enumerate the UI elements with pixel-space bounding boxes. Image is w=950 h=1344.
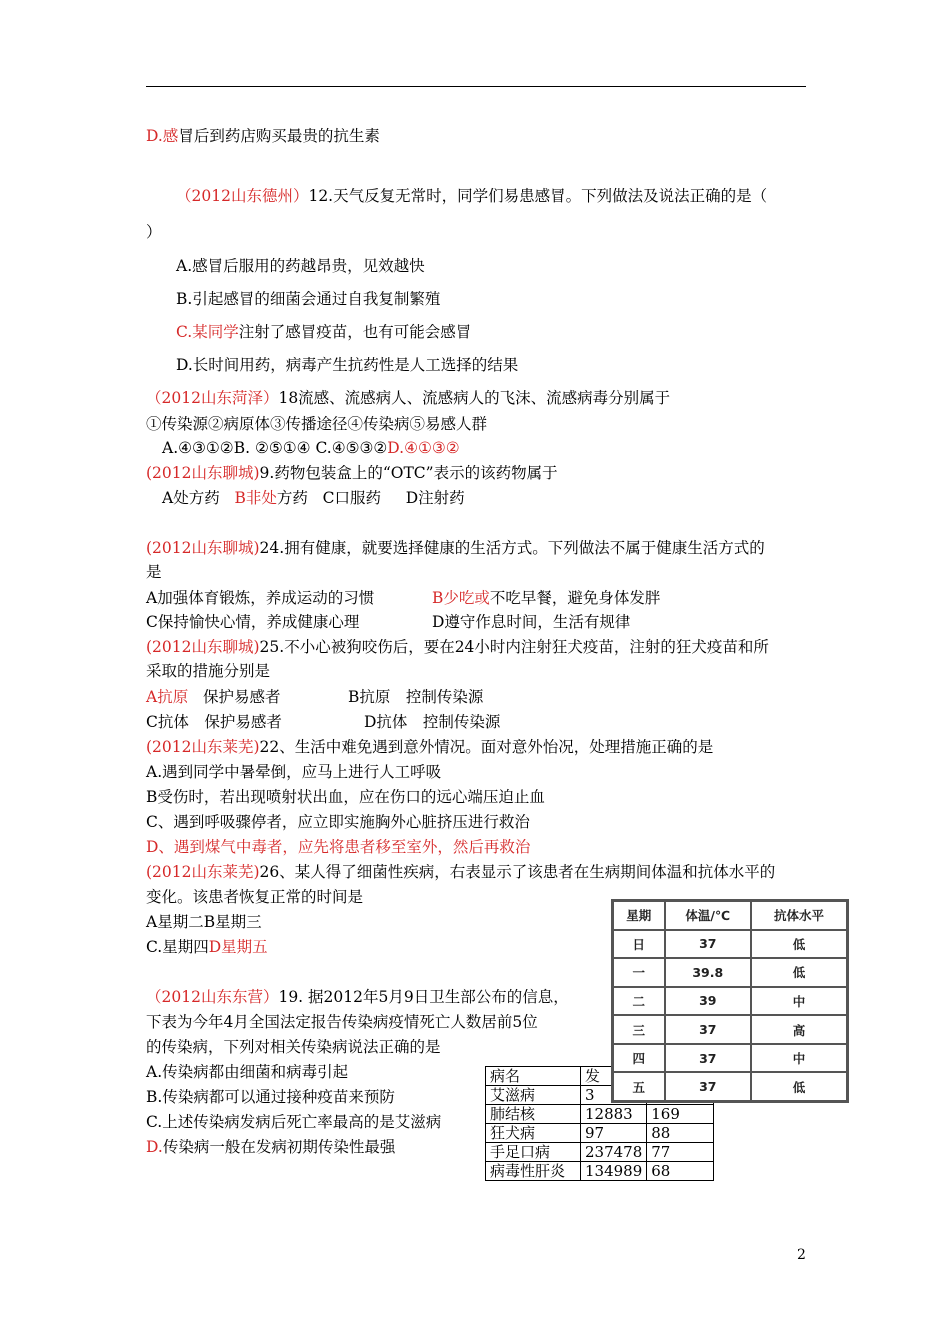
q12-option-b: B.引起感冒的细菌会通过自我复制繁殖: [176, 290, 441, 308]
q12-option-a: A.感冒后服用的药越昂贵，见效越快: [176, 257, 425, 275]
q18-options: A.④③①②B. ②⑤①④ C.④⑤③②D.④①③②: [162, 439, 460, 457]
table-row: 三 37 高: [613, 1015, 847, 1044]
table-row: 手足口病 237478 77: [486, 1143, 714, 1162]
q24-stem: (2012山东聊城)24.拥有健康，就要选择健康的生活方式。下列做法不属于健康生活方式的: [146, 539, 765, 557]
q22-option-a: A.遇到同学中暑晕倒，应马上进行人工呼吸: [146, 763, 442, 781]
q24-option-d: D遵守作息时间，生活有规律: [432, 613, 631, 631]
q19-option-d: D.传染病一般在发病初期传染性最强: [146, 1138, 396, 1156]
q9-stem: (2012山东聊城)9.药物包装盒上的“OTC”表示的该药物属于: [146, 464, 558, 482]
table-row: 病毒性肝炎 134989 68: [486, 1162, 714, 1181]
q19-stem: （2012山东东营）19. 据2012年5月9日卫生部公布的信息，: [146, 988, 569, 1006]
q22-stem: (2012山东莱芜)22、生活中难免遇到意外情况。面对意外怡况，处理措施正确的是: [146, 738, 714, 756]
q22-option-b: B受伤时，若出现喷射状出血，应在伤口的远心端压迫止血: [146, 788, 545, 806]
table-row: 二 39 中: [613, 987, 847, 1016]
q18-items: ①传染源②病原体③传播途径④传染病⑤易感人群: [146, 415, 488, 433]
q25-option-b: B抗原 控制传染源: [348, 688, 484, 706]
answer-mark: D.感: [146, 127, 179, 145]
q12-option-c: C.某同学注射了感冒疫苗，也有可能会感冒: [176, 323, 472, 341]
q19-option-a: A.传染病都由细菌和病毒引起: [146, 1063, 349, 1081]
q22-option-d: D、遇到煤气中毒者，应先将患者移至室外，然后再救治: [146, 838, 531, 856]
table-row: 艾滋病 3: [486, 1086, 714, 1105]
header-rule: [146, 86, 806, 87]
q24-option-c: C保持愉快心情，养成健康心理: [146, 613, 360, 631]
q26-stem-2: 变化。该患者恢复正常的时间是: [146, 888, 364, 906]
source-tag: （2012山东德州）: [176, 187, 309, 205]
q24-option-a: A加强体育锻炼，养成运动的习惯: [146, 589, 375, 607]
q26-stem: (2012山东莱芜)26、某人得了细菌性疾病，右表显示了该患者在生病期间体温和抗体水平的: [146, 863, 776, 881]
page-number: 2: [797, 1247, 806, 1263]
q26-options-ab: A星期二B星期三: [146, 913, 262, 931]
table-row: 日 37 低: [613, 930, 847, 959]
q25-stem-2: 采取的措施分别是: [146, 662, 271, 680]
q9-options: A处方药 B非处方药 C口服药 D注射药: [162, 489, 465, 507]
q26-options-cd: C.星期四D星期五: [146, 938, 268, 956]
q12-option-d: D.长时间用药，病毒产生抗药性是人工选择的结果: [176, 356, 519, 374]
table-row: 狂犬病 97 88: [486, 1124, 714, 1143]
q24-option-b: B少吃或不吃早餐，避免身体发胖: [432, 589, 661, 607]
q25-option-a: A抗原 保护易感者: [146, 688, 281, 706]
table-row: 四 37 中: [613, 1044, 847, 1073]
q19-option-b: B.传染病都可以通过接种疫苗来预防: [146, 1088, 395, 1106]
q12-stem: （2012山东德州）12.天气反复无常时，同学们易患感冒。下列做法及说法正确的是（: [176, 187, 768, 205]
q19-option-c: C.上述传染病发病后死亡率最高的是艾滋病: [146, 1113, 442, 1131]
q22-option-c: C、遇到呼吸骤停者，应立即实施胸外心脏挤压进行救治: [146, 813, 530, 831]
q25-option-c: C抗体 保护易感者: [146, 713, 282, 731]
q19-stem-3: 的传染病，下列对相关传染病说法正确的是: [146, 1038, 441, 1056]
q24-stem-2: 是: [146, 563, 162, 581]
q19-stem-2: 下表为今年4月全国法定报告传染病疫情死亡人数居前5位: [146, 1013, 538, 1031]
temperature-antibody-table-image: [611, 899, 849, 1103]
prev-option-d: D.感冒后到药店购买最贵的抗生素: [146, 127, 380, 145]
q18-stem: （2012山东菏泽）18流感、流感病人、流感病人的飞沫、流感病毒分别属于: [146, 389, 671, 407]
q12-stem-close: ）: [146, 223, 162, 241]
table-header-row: 星期 体温/℃ 抗体水平: [613, 901, 847, 930]
table-row: 肺结核 12883 169: [486, 1105, 714, 1124]
q25-stem: (2012山东聊城)25.不小心被狗咬伤后，要在24小时内注射狂犬疫苗，注射的狂犬疫苗和所: [146, 638, 769, 656]
table-row: 病名 发: [486, 1067, 714, 1086]
table-row: 五 37 低: [613, 1072, 847, 1101]
table-row: 一 39.8 低: [613, 958, 847, 987]
q25-option-d: D抗体 控制传染源: [364, 713, 501, 731]
